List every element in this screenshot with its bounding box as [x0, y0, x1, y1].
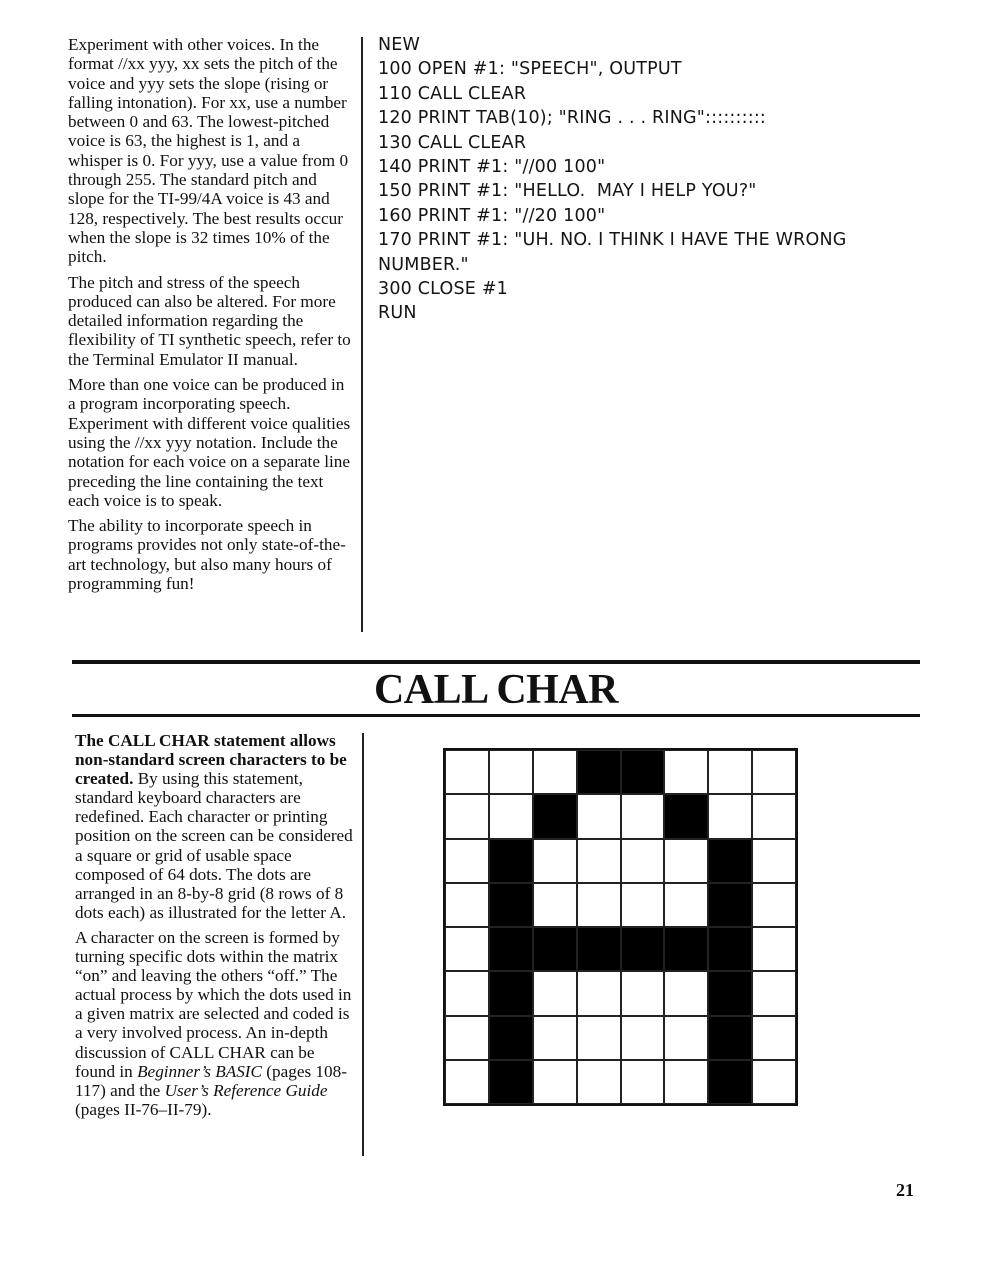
grid-dot-off [621, 883, 665, 927]
character-dot-grid [443, 748, 798, 1106]
code-line: 110 CALL CLEAR [378, 83, 527, 104]
grid-dot-on [621, 927, 665, 971]
code-line: RUN [378, 303, 417, 324]
grid-dot-off [752, 927, 796, 971]
column-divider [362, 733, 364, 1156]
grid-dot-off [445, 927, 489, 971]
grid-dot-off [664, 1016, 708, 1060]
grid-dot-off [621, 839, 665, 883]
grid-dot-off [533, 839, 577, 883]
grid-dot-off [577, 794, 621, 838]
section-rule-top [72, 660, 920, 664]
code-line: 160 PRINT #1: "//20 100" [378, 205, 606, 226]
grid-dot-off [752, 1060, 796, 1104]
paragraph: More than one voice can be produced in a program incorporating speech. Experiment with different voice qualities using the //xx yyy notation. Include the notation for each voice on a separate line preceding the line containing the text each voice is to speak. [68, 375, 351, 510]
book-title: Beginner’s BASIC [137, 1061, 262, 1081]
paragraph [75, 731, 357, 922]
grid-dot-off [752, 839, 796, 883]
grid-dot-off [621, 971, 665, 1015]
grid-dot-off [577, 1060, 621, 1104]
grid-dot-off [533, 1060, 577, 1104]
grid-dot-on [621, 750, 665, 794]
grid-dot-off [533, 971, 577, 1015]
grid-dot-off [621, 794, 665, 838]
grid-dot-off [533, 750, 577, 794]
grid-dot-off [489, 794, 533, 838]
grid-dot-off [445, 971, 489, 1015]
grid-dot-off [533, 1016, 577, 1060]
grid-dot-off [752, 1016, 796, 1060]
grid-dot-on [489, 1016, 533, 1060]
column-divider [361, 37, 363, 632]
text-run: A character on the screen is formed by turning specific dots within the matrix “on” and leaving the others “off.” The actual process by which the dots used in a given matrix are selected and coded is a very involved process. An in-depth discussion of CALL CHAR can be found in [75, 927, 352, 1081]
grid-dot-off [752, 971, 796, 1015]
grid-dot-off [533, 883, 577, 927]
grid-dot-off [752, 794, 796, 838]
grid-dot-off [664, 839, 708, 883]
text-run: (pages II-76–II-79). [75, 1099, 212, 1119]
grid-dot-on [708, 971, 752, 1015]
paragraph: Experiment with other voices. In the format //xx yyy, xx sets the pitch of the voice and yyy sets the slope (rising or falling intonation). For xx, use a number between 0 and 63. The lowest-pitched voice is 63, the highest is 1, and a whisper is 0. For yyy, use a value from 0 through 255. The standard pitch and slope for the TI-99/4A voice is 43 and 128, respectively. The best results occur when the slope is 32 times 10% of the pitch. [68, 35, 349, 267]
grid-dot-on [489, 1060, 533, 1104]
grid-dot-off [708, 750, 752, 794]
text-run: By using this statement, standard keyboard characters are redefined. Each character or printing position on the screen can be considered a square or grid of usable space composed of 64 dots. The dots are arranged in an 8-by-8 grid (8 rows of 8 dots each) as illustrated for the letter A. [75, 769, 353, 922]
grid-dot-on [489, 839, 533, 883]
grid-dot-off [445, 839, 489, 883]
left-column-text [68, 35, 353, 599]
call-char-text [75, 731, 357, 1125]
grid-dot-on [708, 839, 752, 883]
grid-dot-off [445, 883, 489, 927]
grid-dot-off [664, 750, 708, 794]
grid-dot-off [752, 883, 796, 927]
lead-sentence: The CALL CHAR statement allows non-standard screen characters to be created. [75, 731, 347, 789]
code-line: 150 PRINT #1: "HELLO. MAY I HELP YOU?" [378, 181, 757, 202]
grid-dot-on [664, 927, 708, 971]
grid-dot-off [489, 750, 533, 794]
grid-dot-off [445, 794, 489, 838]
grid-dot-off [445, 1016, 489, 1060]
grid-dot-on [489, 971, 533, 1015]
paragraph [75, 928, 357, 1119]
grid-dot-off [577, 1016, 621, 1060]
code-line: 300 CLOSE #1 [378, 279, 509, 300]
code-line: 100 OPEN #1: "SPEECH", OUTPUT [378, 59, 682, 80]
code-line: 130 CALL CLEAR [378, 132, 527, 153]
grid-dot-on [533, 927, 577, 971]
code-line: 120 PRINT TAB(10); "RING . . . RING":::::::::: [378, 108, 767, 129]
book-title: User’s Reference Guide [164, 1080, 328, 1100]
grid-dot-off [621, 1016, 665, 1060]
section-title: CALL CHAR [373, 667, 619, 713]
grid-dot-on [533, 794, 577, 838]
page-number: 21 [896, 1180, 914, 1200]
grid-dot-on [664, 794, 708, 838]
text-run: (pages 108-117) and the [75, 1061, 347, 1100]
grid-dot-off [621, 1060, 665, 1104]
grid-dot-off [664, 971, 708, 1015]
paragraph: The pitch and stress of the speech produced can also be altered. For more detailed information regarding the flexibility of TI synthetic speech, refer to the Terminal Emulator II manual. [68, 272, 351, 369]
paragraph: The ability to incorporate speech in programs provides not only state-of-the-art technology, but also many hours of programming fun! [68, 516, 346, 594]
grid-dot-on [577, 750, 621, 794]
grid-dot-off [577, 883, 621, 927]
grid-dot-off [752, 750, 796, 794]
grid-dot-off [445, 750, 489, 794]
grid-dot-on [708, 1016, 752, 1060]
grid-dot-off [664, 1060, 708, 1104]
section-rule-bottom [72, 714, 920, 717]
code-listing [378, 33, 898, 326]
grid-dot-on [489, 927, 533, 971]
grid-dot-off [664, 883, 708, 927]
code-line: NEW [378, 35, 421, 55]
grid-dot-on [708, 1060, 752, 1104]
code-line: 140 PRINT #1: "//00 100" [378, 157, 606, 178]
grid-dot-off [577, 971, 621, 1015]
grid-dot-on [708, 883, 752, 927]
grid-dot-on [577, 927, 621, 971]
grid-dot-off [708, 794, 752, 838]
code-line: 170 PRINT #1: "UH. NO. I THINK I HAVE THE WRONG NUMBER." [378, 230, 853, 275]
grid-dot-off [577, 839, 621, 883]
grid-dot-on [489, 883, 533, 927]
grid-dot-off [445, 1060, 489, 1104]
grid-dot-on [708, 927, 752, 971]
